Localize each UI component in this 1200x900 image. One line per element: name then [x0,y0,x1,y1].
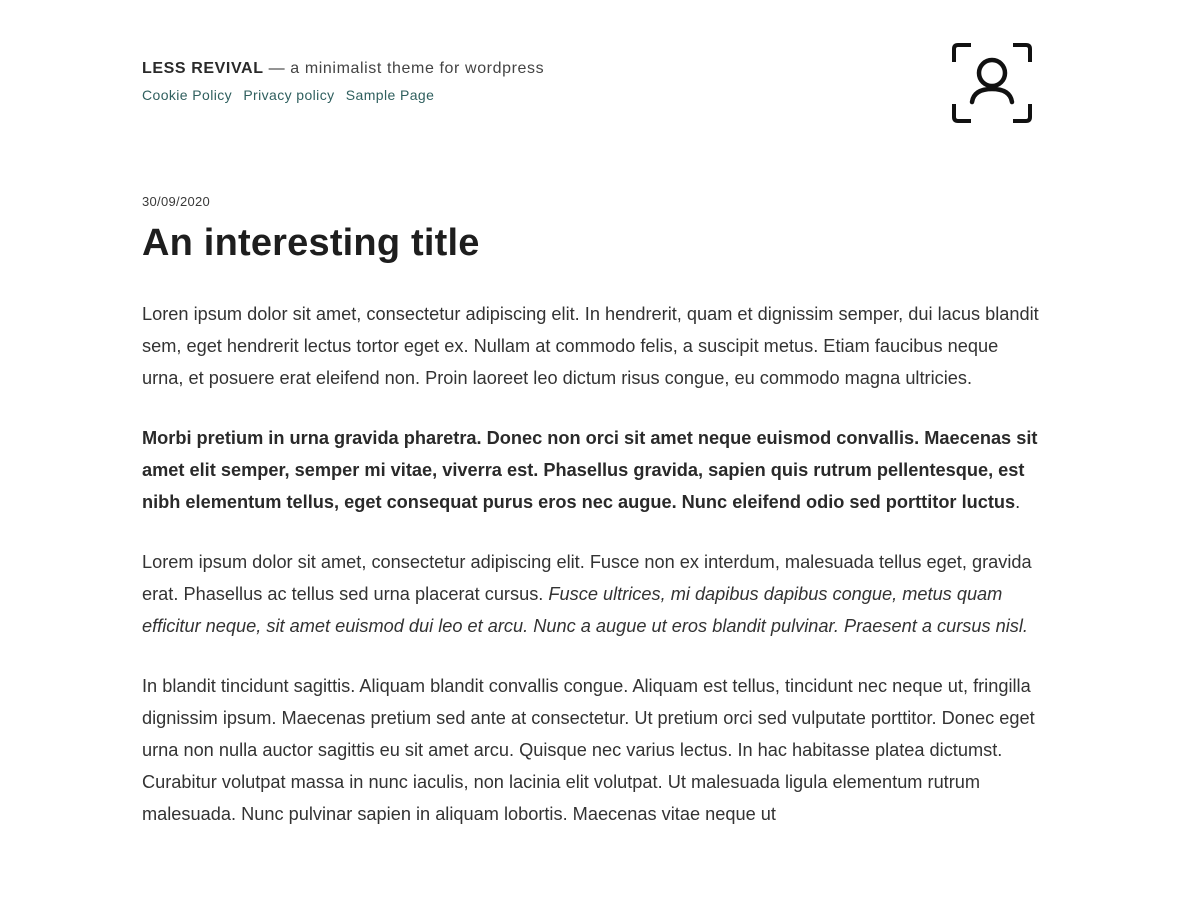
post-article [142,193,1042,858]
nav-link-cookie-policy[interactable]: Cookie Policy [142,87,233,103]
site-title-link[interactable]: LESS REVIVAL [142,60,264,77]
paragraph-3 [142,546,1042,642]
site-branding [142,58,1042,80]
site-header [142,58,1042,104]
paragraph-2-bold: Morbi pretium in urna gravida pharetra. Donec non orci sit amet neque euismod convallis. Maecenas sit amet elit semper, semper mi vitae, viverra est. Phasellus gravida, sapien quis rutrum pellentesque, est nibh elementum tellus, eget consequat purus eros nec augue. Nunc eleifend odio sed porttitor luctus [142,428,1038,512]
user-profile-icon[interactable] [951,42,1033,124]
paragraph-4: In blandit tincidunt sagittis. Aliquam blandit convallis congue. Aliquam est tellus, tincidunt nec neque ut, fringilla dignissim ipsum. Maecenas pretium sed ante at consectetur. Ut pretium orci sed vulputate porttitor. Donec eget urna non nulla auctor sagittis eu sit amet arcu. Quisque nec varius lectus. In hac habitasse platea dictumst. Curabitur volutpat massa in nunc iaculis, non lacinia elit volutpat. Ut malesuada ligula elementum rutrum malesuada. Nunc pulvinar sapien in aliquam lobortis. Maecenas vitae neque ut [142,676,1035,824]
site-tagline: a minimalist theme for wordpress [290,60,545,77]
nav-link-privacy-policy[interactable]: Privacy policy [243,87,335,103]
post-title: An interesting title [142,222,480,264]
post-content [142,298,1042,830]
main-navigation [142,86,1042,104]
paragraph-2-tail: . [1015,492,1021,512]
post-date: 30/09/2020 [142,194,211,209]
paragraph-1: Loren ipsum dolor sit amet, consectetur adipiscing elit. In hendrerit, quam et dignissim semper, dui lacus blandit sem, eget hendrerit lectus tortor eget ex. Nullam at commodo felis, a suscipit metus. Etiam faucibus neque urna, et posuere erat eleifend non. Proin laoreet leo dictum risus congue, eu commodo magna ultricies. [142,304,1039,388]
paragraph-3-italic: Fusce ultrices, mi dapibus dapibus congue, metus quam efficitur neque, sit amet euismod dui leo et arcu. Nunc a augue ut eros blandit pulvinar. Praesent a cursus nisl. [142,584,1028,636]
nav-link-sample-page[interactable]: Sample Page [345,87,435,103]
paragraph-2 [142,422,1042,518]
paragraph-3-regular: Lorem ipsum dolor sit amet, consectetur adipiscing elit. Fusce non ex interdum, malesuada tellus eget, gravida erat. Phasellus ac tellus sed urna placerat cursus. [142,552,1032,604]
title-separator: — [268,60,286,77]
